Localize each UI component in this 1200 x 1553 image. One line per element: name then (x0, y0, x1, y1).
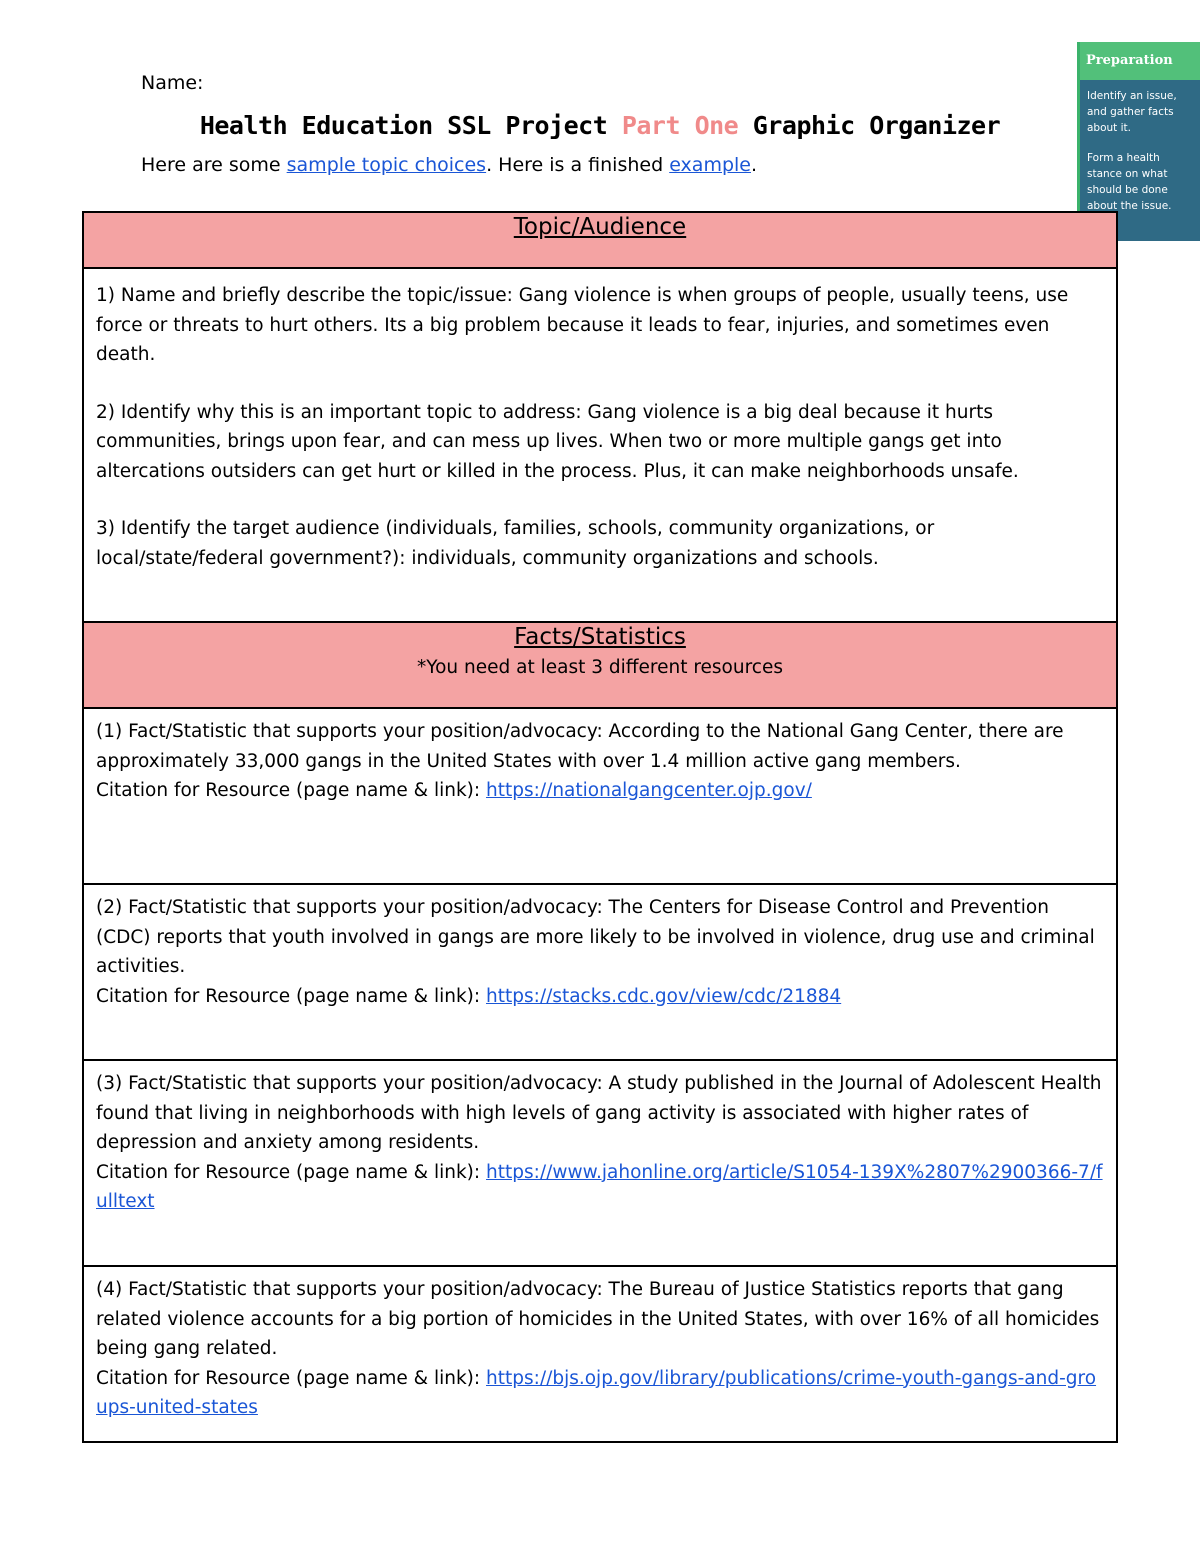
citation-link[interactable]: https://www.jahonline.org/article/S1054-139X%2807%2900366-7/fulltext (96, 1161, 1103, 1212)
example-link[interactable]: example (669, 154, 751, 176)
fact-cell-2 (83, 884, 1117, 1060)
citation-line (96, 1364, 1104, 1423)
graphic-organizer-table (82, 211, 1118, 1443)
fact-text: (1) Fact/Statistic that supports your position/advocacy: According to the National Gang Center, there are approximately 33,000 gangs in the United States with over 1.4 million active gang members. (96, 721, 1064, 772)
intro-suffix: . (750, 154, 758, 176)
topic-audience-cell (83, 268, 1117, 622)
title-suffix: Graphic Organizer (738, 111, 1001, 140)
facts-statistics-subtitle: *You need at least 3 different resources (417, 656, 783, 678)
citation-line (96, 982, 1104, 1012)
title-prefix: Health Education SSL Project (199, 111, 622, 140)
citation-line (96, 1158, 1104, 1217)
citation-label: Citation for Resource (page name & link): (96, 1161, 487, 1183)
fact-text: (3) Fact/Statistic that supports your position/advocacy: A study published in the Journal of Adolescent Health found that living in neighborhoods with high levels of gang activity is associated with higher rates of depression and anxiety among residents. (96, 1073, 1102, 1153)
sample-topics-link[interactable]: sample topic choices (286, 154, 487, 176)
name-label: Name: (141, 72, 204, 94)
facts-statistics-title: Facts/Statistics (514, 624, 686, 650)
intro-line (141, 154, 757, 176)
title-accent: Part One (621, 111, 739, 140)
sidenote-line-1: Identify an issue, and gather facts about it. (1087, 90, 1177, 134)
fact-cell-1 (83, 708, 1117, 884)
topic-audience-title: Topic/Audience (513, 214, 687, 240)
citation-link[interactable]: https://nationalgangcenter.ojp.gov/ (486, 780, 812, 801)
fact-cell-4 (83, 1266, 1117, 1442)
topic-question-3: 3) Identify the target audience (individuals, families, schools, community organizations, or local/state/federal government?): individuals, community organizations and schools. (96, 518, 935, 569)
sidenote-line-2: Form a health stance on what should be done about the issue. (1087, 152, 1172, 212)
fact-text: (2) Fact/Statistic that supports your position/advocacy: The Centers for Disease Control and Prevention (CDC) reports that youth involved in gangs are more likely to be involved in violence, drug use and criminal activities. (96, 897, 1095, 977)
intro-prefix: Here are some (141, 154, 287, 176)
sidenote-title: Preparation (1080, 42, 1200, 80)
fact-cell-3 (83, 1060, 1117, 1266)
topic-question-2: 2) Identify why this is an important topic to address: Gang violence is a big deal because it hurts communities, brings upon fear, and can mess up lives. When two or more multiple gangs get into altercations outsiders can get hurt or killed in the process. Plus, it can make neighborhoods unsafe. (96, 401, 1019, 482)
citation-link[interactable]: https://stacks.cdc.gov/view/cdc/21884 (486, 985, 842, 1007)
citation-label: Citation for Resource (page name & link): (96, 985, 487, 1007)
topic-audience-header (83, 212, 1117, 268)
topic-question-1: 1) Name and briefly describe the topic/issue: Gang violence is when groups of people, usually teens, use force or threats to hurt others. Its a big problem because it leads to fear, injuries, and sometimes even death. (96, 285, 1069, 365)
intro-middle: . Here is a finished (486, 154, 670, 176)
citation-link[interactable]: https://bjs.ojp.gov/library/publications/crime-youth-gangs-and-groups-united-states (96, 1367, 1097, 1418)
citation-label: Citation for Resource (page name & link): (96, 780, 487, 801)
page-title (0, 111, 1200, 140)
citation-label: Citation for Resource (page name & link): (96, 1367, 487, 1389)
citation-line (96, 776, 1104, 806)
facts-statistics-header (83, 622, 1117, 708)
fact-text: (4) Fact/Statistic that supports your position/advocacy: The Bureau of Justice Statistics reports that gang related violence accounts for a big portion of homicides in the United States, with over 16% of all homicides being gang related. (96, 1279, 1100, 1359)
sidenote-body (1080, 80, 1200, 214)
